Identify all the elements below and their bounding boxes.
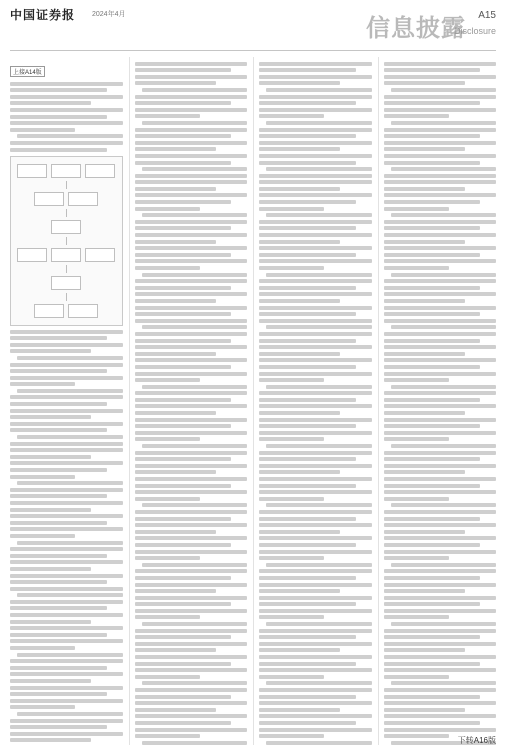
continued-to-tag: 下转A16版 <box>457 736 496 745</box>
continued-from-tag: 上接A14版 <box>10 66 45 77</box>
col1-text-block-2 <box>10 330 123 745</box>
paper-name: 中国证券报 <box>10 8 76 22</box>
col4-text-block <box>384 62 497 745</box>
col2-text-block <box>135 62 248 745</box>
article-columns <box>10 57 496 745</box>
col1-text-block-1 <box>10 82 123 152</box>
column-3 <box>253 57 372 745</box>
section-title: 信息披露 <box>366 15 466 42</box>
masthead <box>10 6 496 51</box>
column-1 <box>10 57 123 745</box>
page-number: A15 <box>478 10 496 21</box>
col3-text-block <box>259 62 372 745</box>
column-2 <box>129 57 248 745</box>
section-subtitle: Disclosure <box>453 26 496 36</box>
paper-date: 2024年4月 <box>92 11 126 18</box>
equity-structure-diagram <box>10 156 123 326</box>
column-4 <box>378 57 497 745</box>
